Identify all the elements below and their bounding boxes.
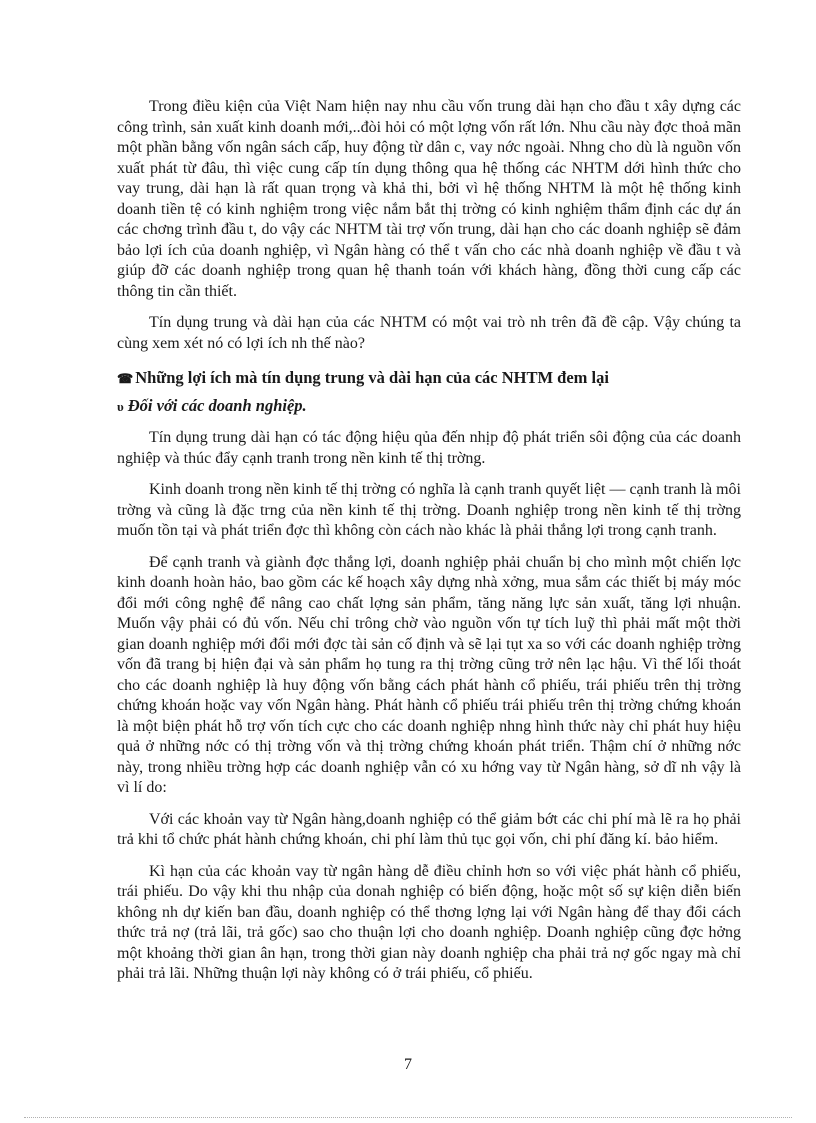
- intro-paragraph-2: Tín dụng trung và dài hạn của các NHTM có một vai trò nh trên đã đề cập. Vậy chúng ta cùng xem xét nó có lợi ích nh thế nào?: [117, 314, 741, 352]
- sub-heading-text: Đối với các doanh nghiệp.: [127, 396, 307, 415]
- body-paragraph-2: Kinh doanh trong nền kinh tế thị trờng có nghĩa là cạnh tranh quyết liệt — cạnh tranh là môi trờng và cũng là đặc trng của nền kinh tế thị trờng. Doanh nghiệp trong nền kinh tế thị trờng muốn tồn tại và phát triển đợc thì không còn cách nào khác là phải thắng lợi trong cạnh tranh.: [117, 481, 741, 539]
- footer-divider: [24, 1117, 792, 1118]
- upsilon-bullet-icon: υ: [117, 399, 124, 414]
- body-paragraph-3: Để cạnh tranh và giành đợc thắng lợi, doanh nghiệp phải chuẩn bị cho mình một chiến lợc kinh doanh hoàn hảo, bao gồm các kế hoạch xây dựng nhà xởng, mua sắm các thiết bị máy móc đổi mới công nghệ để nâng cao chất lợng sản phẩm, tăng năng lực sản xuất, tăng lợi nhuận. Muốn vậy phải có đủ vốn. Nếu chỉ trông chờ vào nguồn vốn tự tích luỹ thì phải mất một thời gian doanh nghiệp mới đổi mới đợc tài sản cố định và sẽ lại tụt xa so với các doanh nghiệp trờng vốn đã trang bị hiện đại và sản phẩm họ tung ra thị trờng cũng trở nên lạc hậu. Vì thế lối thoát cho các doanh nghiệp là huy động vốn bằng cách phát hành cổ phiếu, trái phiếu trên thị trờng chứng khoán hoặc vay vốn Ngân hàng. Phát hành cổ phiếu trái phiếu trên thị trờng chứng khoán là một biện phát hỗ trợ vốn tích cực cho các doanh nghiệp nhng hình thức này chỉ phát huy hiệu quả ở những nớc có thị trờng vốn và thị trờng chứng khoán phát triển. Thậm chí ở những nớc này, trong nhiều trờng hợp các doanh nghiệp vẫn có xu hớng vay từ Ngân hàng, sở dĩ nh vậy là vì lí do:: [117, 553, 741, 796]
- section-heading: [117, 368, 741, 388]
- body-paragraph-4: Với các khoản vay từ Ngân hàng,doanh nghiệp có thể giảm bớt các chi phí mà lẽ ra họ phải trả khi tổ chức phát hành chứng khoán, chi phí làm thủ tục gọi vốn, chi phí đăng kí. bảo hiểm.: [117, 810, 741, 848]
- section-heading-text: Những lợi ích mà tín dụng trung và dài hạn của các NHTM đem lại: [135, 368, 609, 387]
- sub-heading: [117, 396, 741, 416]
- body-paragraph-1: Tín dụng trung dài hạn có tác động hiệu qủa đến nhịp độ phát triển sôi động của các doanh nghiệp và thúc đẩy cạnh tranh trong nền kinh tế thị trờng.: [117, 429, 741, 467]
- body-paragraph-5: Kì hạn của các khoản vay từ ngân hàng dễ điều chỉnh hơn so với việc phát hành cổ phiếu, trái phiếu. Do vậy khi thu nhập của donah nghiệp có biến động, hoặc một số sự kiện diễn biến không nh dự kiến ban đầu, doanh nghiệp có thể thơng lợng lại với Ngân hàng để thay đổi cách thức trả nợ (trả lãi, trả gốc) sao cho thuận lợi cho doanh nghiệp. Doanh nghiệp cũng đợc hởng một khoảng thời gian ân hạn, trong thời gian này doanh nghiệp cha phải trả nợ gốc ngay mà chỉ phải trả lãi. Những thuận lợi này không có ở trái phiếu, cổ phiếu.: [117, 862, 741, 982]
- phone-bullet-icon: ☎: [117, 371, 134, 386]
- page-content: [117, 97, 741, 996]
- intro-paragraph-1: Trong điều kiện của Việt Nam hiện nay nhu cầu vốn trung dài hạn cho đầu t xây dựng các công trình, sản xuất kinh doanh mới,..đòi hỏi có một lợng vốn rất lớn. Nhu cầu này đợc thoả mãn một phần bằng vốn ngân sách cấp, huy động từ dân c, vay nớc ngoài. Nhng cho dù là nguồn vốn xuất phát từ đâu, thì việc cung cấp tín dụng thông qua hệ thống các NHTM dới hình thức cho vay trung, dài hạn là rất quan trọng và khả thi, bởi vì hệ thống NHTM là một hệ thống kinh doanh tiền tệ có kinh nghiệm trong việc nắm bắt thị trờng có kinh nghiệm thẩm định các dự án các chơng trình đầu t, do vậy các NHTM tài trợ vốn trung, dài hạn cho các doanh nghiệp sẽ đảm bảo lợi ích của doanh nghiệp, vì Ngân hàng có thể t vấn cho các nhà doanh nghiệp về đầu t và giúp đỡ các doanh nghiệp trong quan hệ thanh toán với khách hàng, đồng thời cung cấp các thông tin cần thiết.: [117, 98, 741, 300]
- page-number: 7: [404, 1056, 412, 1073]
